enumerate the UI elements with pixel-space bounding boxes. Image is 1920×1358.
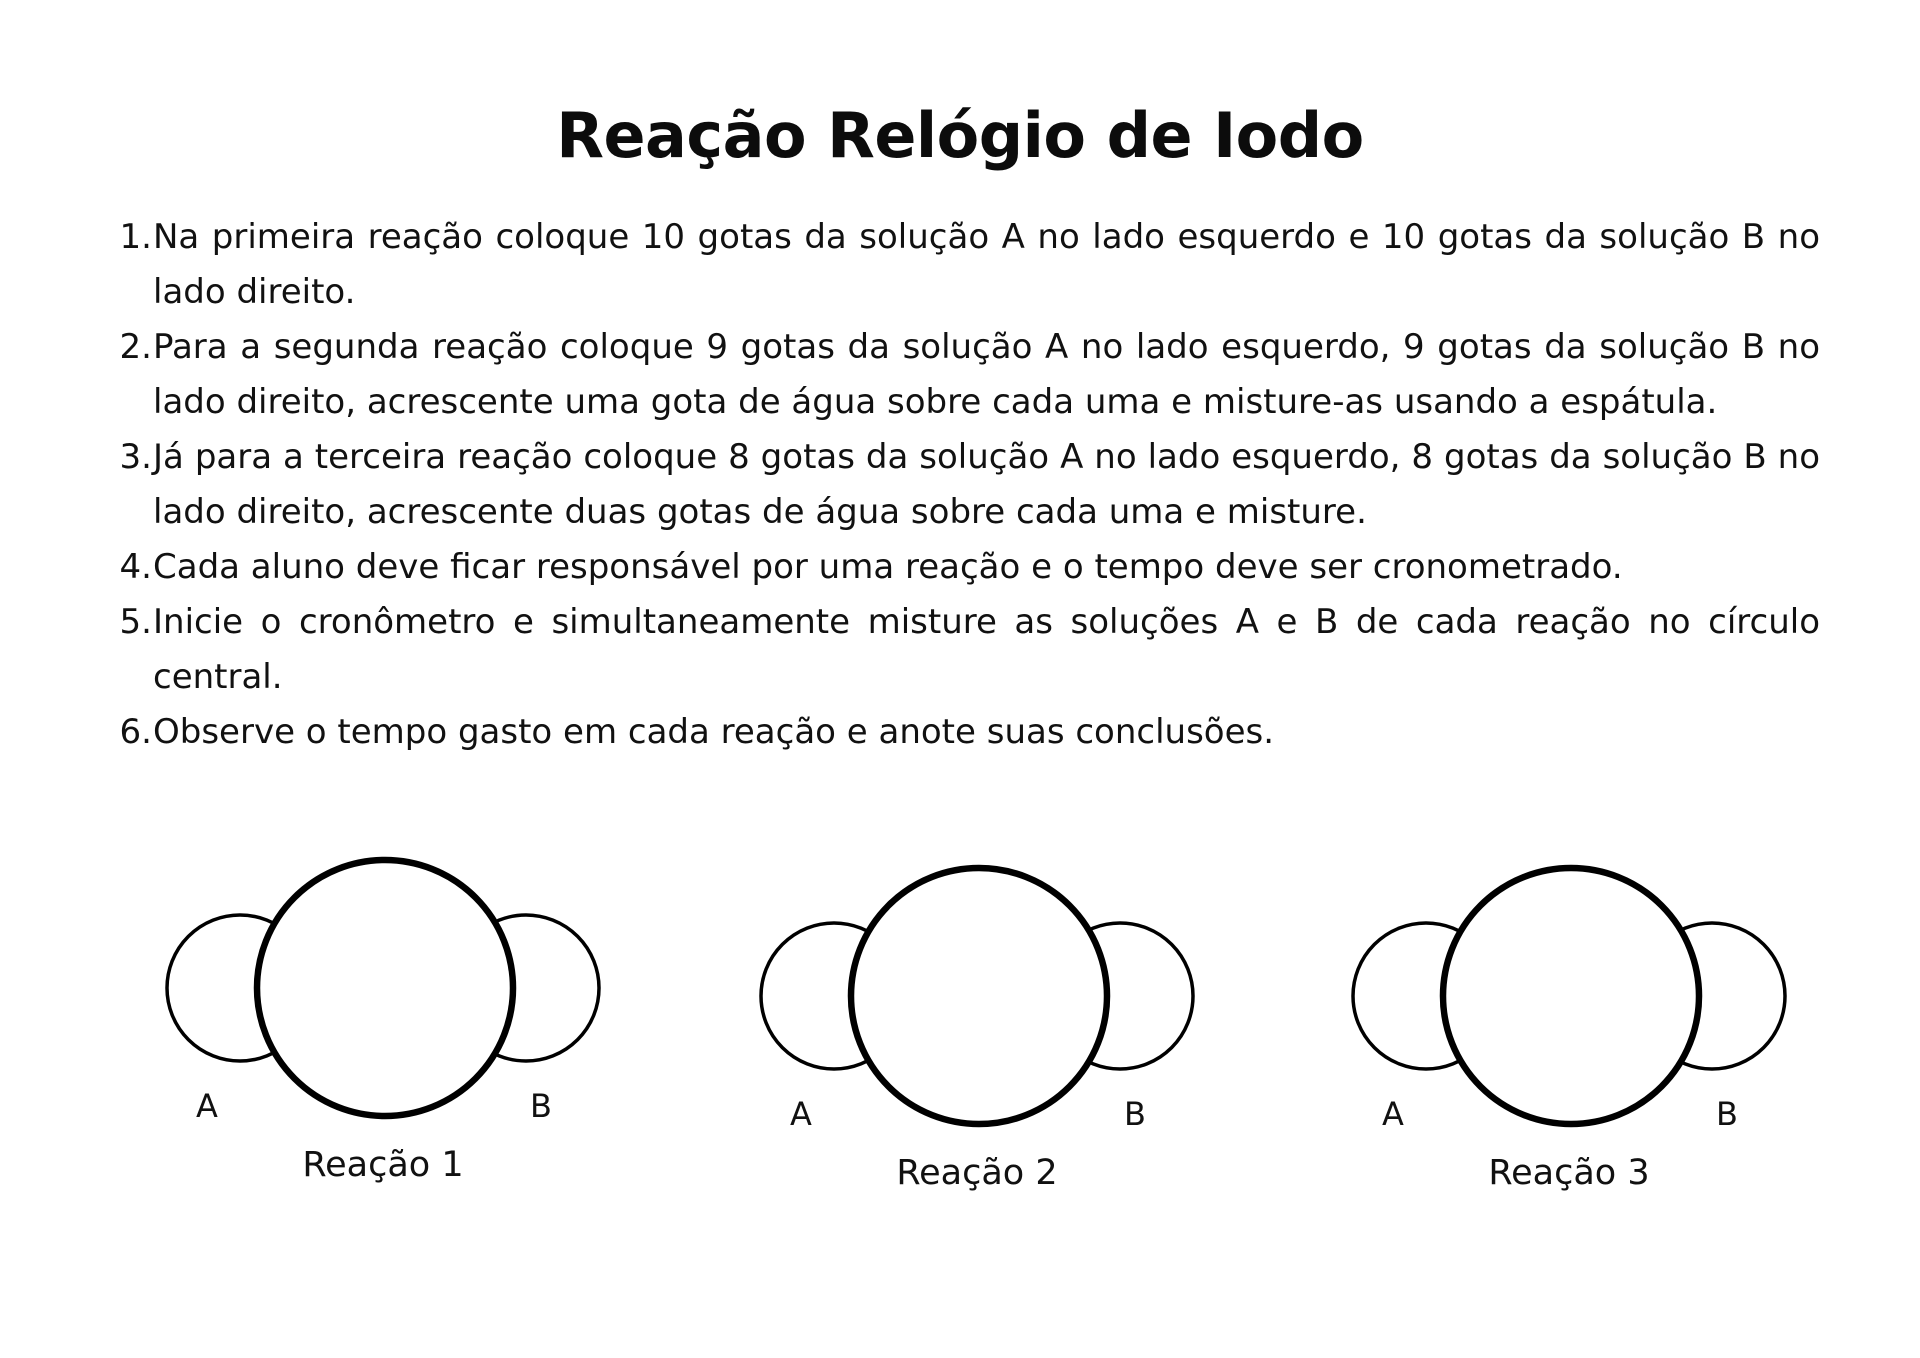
step-number: 1. — [119, 217, 152, 257]
instruction-step-4 — [110, 540, 1820, 595]
central-mixing-circle — [851, 868, 1107, 1124]
step-text: Inicie o cronômetro e simultaneamente misture as soluções A e B de cada reação no círculo central. — [153, 602, 1820, 697]
step-text: Para a segunda reação coloque 9 gotas da solução A no lado esquerdo, 9 gotas da solução B no lado direito, acrescente uma gota de água sobre cada uma e misture-as usando a espátula. — [153, 327, 1820, 422]
instruction-step-5 — [110, 595, 1820, 705]
solution-a-label: A — [790, 1095, 812, 1133]
reaction-diagram-2 — [742, 848, 1212, 1228]
solution-b-label: B — [530, 1087, 552, 1125]
reaction-diagram-3 — [1334, 848, 1804, 1228]
solution-b-label: B — [1716, 1095, 1738, 1133]
step-number: 3. — [119, 437, 152, 477]
step-number: 6. — [119, 712, 152, 752]
page-title: Reação Relógio de Iodo — [556, 99, 1364, 172]
step-text: Já para a terceira reação coloque 8 gotas da solução A no lado esquerdo, 8 gotas da solução B no lado direito, acrescente duas gotas de água sobre cada uma e misture. — [153, 437, 1820, 532]
reaction-caption: Reação 1 — [302, 1145, 464, 1185]
solution-b-label: B — [1124, 1095, 1146, 1133]
step-number: 5. — [119, 602, 152, 642]
instruction-step-1 — [110, 210, 1820, 320]
solution-a-label: A — [196, 1087, 218, 1125]
reaction-caption: Reação 2 — [896, 1153, 1058, 1193]
solution-a-label: A — [1382, 1095, 1404, 1133]
step-text: Na primeira reação coloque 10 gotas da solução A no lado esquerdo e 10 gotas da solução B no lado direito. — [153, 217, 1820, 312]
reaction-caption: Reação 3 — [1488, 1153, 1650, 1193]
instruction-list — [110, 210, 1820, 760]
step-text: Cada aluno deve ficar responsável por uma reação e o tempo deve ser cronometrado. — [153, 547, 1623, 587]
reaction-diagram-1 — [148, 840, 618, 1220]
reaction-diagrams — [0, 840, 1920, 1240]
step-text: Observe o tempo gasto em cada reação e anote suas conclusões. — [153, 712, 1275, 752]
instruction-step-2 — [110, 320, 1820, 430]
instruction-step-6 — [110, 705, 1820, 760]
step-number: 2. — [119, 327, 152, 367]
central-mixing-circle — [1443, 868, 1699, 1124]
central-mixing-circle — [257, 860, 513, 1116]
instruction-step-3 — [110, 430, 1820, 540]
step-number: 4. — [119, 547, 152, 587]
